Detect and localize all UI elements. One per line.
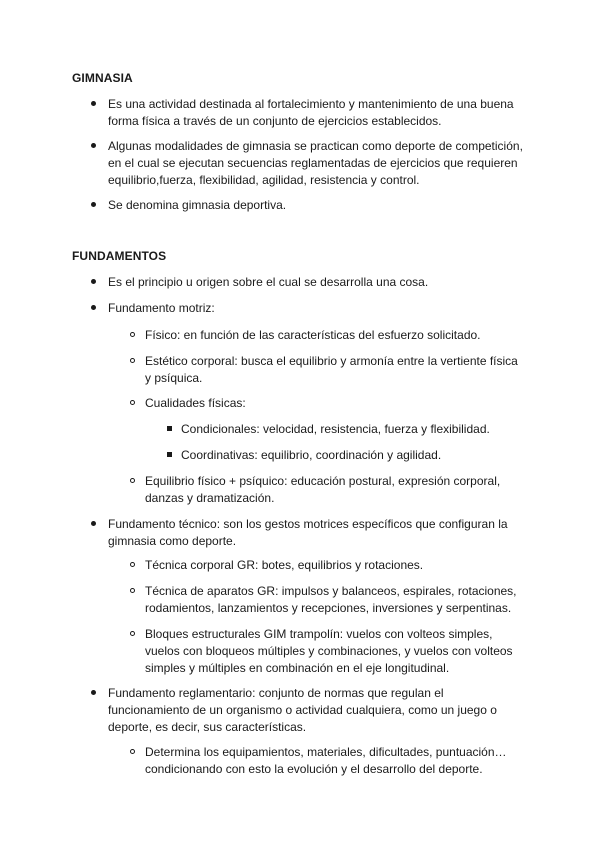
bullet-dot-icon xyxy=(86,138,100,155)
list-item-text: Técnica corporal GR: botes, equilibrios y rotaciones. xyxy=(145,558,424,572)
bullet-circle-icon xyxy=(125,744,139,761)
section-heading-fundamentos: FUNDAMENTOS xyxy=(72,249,167,263)
bullet-circle-icon xyxy=(125,395,139,412)
bullet-square-icon xyxy=(162,447,176,464)
list-item-text: Coordinativas: equilibrio, coordinación y agilidad. xyxy=(181,448,442,462)
bullet-circle-icon xyxy=(125,583,139,600)
list-item-text: Estético corporal: busca el equilibrio y armonía entre la vertiente física y psíquica. xyxy=(145,354,518,385)
list-item-text: Físico: en función de las características del esfuerzo solicitado. xyxy=(145,328,481,342)
list-item-text: Es el principio u origen sobre el cual se desarrolla una cosa. xyxy=(108,275,429,289)
bullet-square-icon xyxy=(162,421,176,438)
bullet-circle-icon xyxy=(125,353,139,370)
list-item-text: Fundamento técnico: son los gestos motrices específicos que configuran la gimnasia como deporte. xyxy=(108,517,508,548)
bullet-circle-icon xyxy=(125,327,139,344)
section-heading-gimnasia: GIMNASIA xyxy=(72,71,133,85)
bullet-dot-icon xyxy=(86,300,100,317)
bullet-circle-icon xyxy=(125,626,139,643)
list-item-text: Bloques estructurales GIM trampolín: vuelos con volteos simples, vuelos con bloqueos múltiples y combinaciones, y vuelos con volteos simples y múltiples en combinación en el eje longitudinal. xyxy=(145,627,513,675)
bullet-dot-icon xyxy=(86,274,100,291)
list-item-text: Cualidades físicas: xyxy=(145,396,246,410)
list-item-text: Es una actividad destinada al fortalecimiento y mantenimiento de una buena forma física a través de un conjunto de ejercicios establecidos. xyxy=(108,97,514,128)
list-item-text: Técnica de aparatos GR: impulsos y balanceos, espirales, rotaciones, rodamientos, lanzamientos y recepciones, inversiones y serpentinas. xyxy=(145,584,517,615)
bullet-circle-icon xyxy=(125,557,139,574)
list-item-text: Equilibrio físico + psíquico: educación postural, expresión corporal, danzas y dramatización. xyxy=(145,474,501,505)
list-item-text: Algunas modalidades de gimnasia se practican como deporte de competición, en el cual se ejecutan secuencias reglamentadas de ejercicios que requieren equilibrio,fuerza, flexibilidad, agilidad, resistencia y control. xyxy=(108,139,523,187)
bullet-dot-icon xyxy=(86,96,100,113)
list-item-text: Se denomina gimnasia deportiva. xyxy=(108,198,287,212)
bullet-dot-icon xyxy=(86,516,100,533)
list-item-text: Fundamento reglamentario: conjunto de normas que regulan el funcionamiento de un organismo o actividad cualquiera, como un juego o deporte, es decir, sus características. xyxy=(108,686,497,734)
bullet-dot-icon xyxy=(86,197,100,214)
list-item-text: Condicionales: velocidad, resistencia, fuerza y flexibilidad. xyxy=(181,422,490,436)
bullet-circle-icon xyxy=(125,473,139,490)
bullet-dot-icon xyxy=(86,685,100,702)
list-item-text: Determina los equipamientos, materiales, dificultades, puntuación… condicionando con esto la evolución y el desarrollo del deporte. xyxy=(145,745,507,776)
list-item-text: Fundamento motriz: xyxy=(108,301,215,315)
